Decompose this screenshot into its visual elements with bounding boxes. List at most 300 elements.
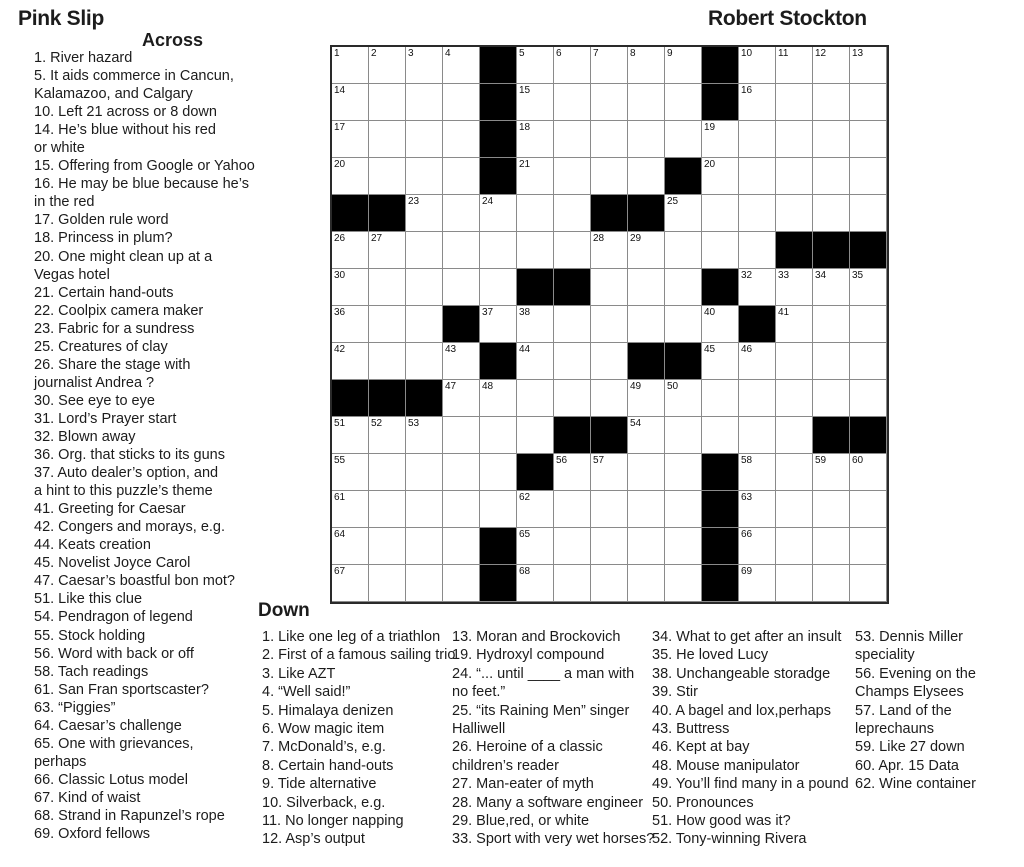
black-cell: [480, 565, 517, 602]
cell-number: 69: [741, 566, 753, 577]
grid-cell[interactable]: [554, 232, 591, 269]
grid-cell[interactable]: [850, 528, 887, 565]
clue-line: 23. Fabric for a sundress: [34, 320, 195, 337]
grid-cell[interactable]: [406, 528, 443, 565]
clue-line: 19. Hydroxyl compound: [452, 647, 605, 664]
grid-cell[interactable]: [665, 232, 702, 269]
black-cell: [369, 195, 406, 232]
grid-cell[interactable]: [813, 158, 850, 195]
cell-number: 18: [519, 122, 531, 133]
grid-cell[interactable]: [739, 565, 776, 602]
grid-cell[interactable]: [332, 565, 369, 602]
grid-cell[interactable]: [480, 491, 517, 528]
grid-cell[interactable]: [406, 343, 443, 380]
grid-cell[interactable]: [850, 269, 887, 306]
grid-cell[interactable]: [369, 84, 406, 121]
grid-cell[interactable]: [813, 306, 850, 343]
cell-number: 38: [519, 307, 531, 318]
grid-cell[interactable]: [517, 84, 554, 121]
clue-line: Vegas hotel: [34, 266, 110, 283]
cell-number: 57: [593, 455, 605, 466]
across-clue-list: [34, 49, 255, 843]
cell-number: 13: [852, 48, 864, 59]
clue-line: Halliwell: [452, 721, 506, 738]
cell-number: 27: [371, 233, 383, 244]
cell-number: 48: [482, 381, 494, 392]
grid-cell[interactable]: [554, 454, 591, 491]
grid-cell[interactable]: [813, 380, 850, 417]
grid-cell[interactable]: [591, 269, 628, 306]
cell-number: 32: [741, 270, 753, 281]
clue-line: 25. “its Raining Men” singer: [452, 702, 630, 719]
clue-line: 10. Silverback, e.g.: [262, 794, 386, 811]
grid-cell[interactable]: [665, 565, 702, 602]
grid-cell[interactable]: [776, 491, 813, 528]
black-cell: [776, 232, 813, 269]
grid-cell[interactable]: [369, 417, 406, 454]
grid-cell[interactable]: [480, 195, 517, 232]
cell-number: 54: [630, 418, 642, 429]
grid-cell[interactable]: [628, 565, 665, 602]
cell-number: 59: [815, 455, 827, 466]
cell-number: 2: [371, 48, 377, 59]
grid-cell[interactable]: [628, 232, 665, 269]
clue-line: 41. Greeting for Caesar: [34, 501, 186, 518]
grid-cell[interactable]: [776, 306, 813, 343]
down-clue-column-4: [855, 628, 976, 794]
grid-cell[interactable]: [517, 343, 554, 380]
grid-cell[interactable]: [369, 269, 406, 306]
grid-cell[interactable]: [443, 269, 480, 306]
grid-cell[interactable]: [591, 491, 628, 528]
cell-number: 53: [408, 418, 420, 429]
grid-cell[interactable]: [776, 269, 813, 306]
grid-cell[interactable]: [739, 84, 776, 121]
grid-cell[interactable]: [517, 306, 554, 343]
grid-cell[interactable]: [739, 47, 776, 84]
grid-cell[interactable]: [665, 47, 702, 84]
grid-cell[interactable]: [591, 380, 628, 417]
grid-cell[interactable]: [776, 343, 813, 380]
grid-cell[interactable]: [332, 306, 369, 343]
grid-cell[interactable]: [369, 232, 406, 269]
cell-number: 19: [704, 122, 716, 133]
black-cell: [702, 491, 739, 528]
grid-cell[interactable]: [628, 306, 665, 343]
clue-line: in the red: [34, 194, 95, 211]
clue-line: 33. Sport with very wet horses?: [452, 831, 655, 848]
grid-cell[interactable]: [665, 121, 702, 158]
cell-number: 25: [667, 196, 679, 207]
clue-line: 20. One might clean up at a: [34, 248, 213, 265]
grid-cell[interactable]: [517, 158, 554, 195]
grid-cell[interactable]: [739, 269, 776, 306]
grid-cell[interactable]: [813, 454, 850, 491]
grid-cell[interactable]: [480, 380, 517, 417]
grid-cell[interactable]: [406, 565, 443, 602]
clue-line: 1. River hazard: [34, 50, 133, 66]
grid-cell[interactable]: [702, 417, 739, 454]
grid-cell[interactable]: [517, 528, 554, 565]
grid-cell[interactable]: [739, 454, 776, 491]
clue-line: 3. Like AZT: [262, 665, 336, 682]
clue-line: 63. “Piggies”: [34, 699, 116, 716]
grid-cell[interactable]: [591, 454, 628, 491]
clue-line: 56. Evening on the: [855, 665, 976, 682]
grid-cell[interactable]: [813, 565, 850, 602]
cell-number: 36: [334, 307, 346, 318]
black-cell: [517, 454, 554, 491]
grid-cell[interactable]: [702, 232, 739, 269]
grid-cell[interactable]: [850, 84, 887, 121]
clue-line: 52. Tony-winning Rivera: [652, 831, 807, 848]
cell-number: 29: [630, 233, 642, 244]
grid-cell[interactable]: [776, 528, 813, 565]
grid-cell[interactable]: [406, 84, 443, 121]
clue-line: 13. Moran and Brockovich: [452, 629, 621, 645]
grid-cell[interactable]: [776, 195, 813, 232]
grid-cell[interactable]: [813, 121, 850, 158]
cell-number: 68: [519, 566, 531, 577]
cell-number: 45: [704, 344, 716, 355]
grid-cell[interactable]: [813, 343, 850, 380]
grid-cell[interactable]: [369, 158, 406, 195]
grid-cell[interactable]: [406, 269, 443, 306]
grid-cell[interactable]: [517, 565, 554, 602]
grid-cell[interactable]: [443, 121, 480, 158]
black-cell: [406, 380, 443, 417]
grid-cell[interactable]: [332, 232, 369, 269]
grid-cell[interactable]: [850, 306, 887, 343]
grid-cell[interactable]: [776, 84, 813, 121]
clue-line: journalist Andrea ?: [34, 374, 155, 391]
grid-cell[interactable]: [480, 269, 517, 306]
grid-cell[interactable]: [554, 47, 591, 84]
clue-line: 55. Stock holding: [34, 627, 146, 644]
grid-cell[interactable]: [517, 195, 554, 232]
grid-cell[interactable]: [369, 565, 406, 602]
cell-number: 51: [334, 418, 346, 429]
grid-cell[interactable]: [443, 158, 480, 195]
cell-number: 9: [667, 48, 673, 59]
black-cell: [702, 565, 739, 602]
grid-cell[interactable]: [776, 158, 813, 195]
cell-number: 62: [519, 492, 531, 503]
grid-cell[interactable]: [332, 454, 369, 491]
clue-line: 44. Keats creation: [34, 537, 151, 554]
cell-number: 52: [371, 418, 383, 429]
grid-cell[interactable]: [813, 84, 850, 121]
grid-cell[interactable]: [776, 565, 813, 602]
grid-cell[interactable]: [369, 47, 406, 84]
grid-cell[interactable]: [628, 158, 665, 195]
cell-number: 37: [482, 307, 494, 318]
clue-line: 12. Asp’s output: [262, 831, 365, 848]
grid-cell[interactable]: [406, 158, 443, 195]
cell-number: 46: [741, 344, 753, 355]
grid-cell[interactable]: [554, 491, 591, 528]
grid-cell[interactable]: [813, 528, 850, 565]
clue-line: 59. Like 27 down: [855, 739, 965, 756]
grid-cell[interactable]: [702, 343, 739, 380]
clue-line: 26. Heroine of a classic: [452, 739, 603, 756]
grid-cell[interactable]: [628, 417, 665, 454]
grid-cell[interactable]: [369, 343, 406, 380]
grid-cell[interactable]: [665, 491, 702, 528]
grid-cell[interactable]: [739, 343, 776, 380]
grid-cell[interactable]: [554, 158, 591, 195]
grid-cell[interactable]: [739, 491, 776, 528]
grid-cell[interactable]: [591, 47, 628, 84]
cell-number: 65: [519, 529, 531, 540]
grid-cell[interactable]: [443, 232, 480, 269]
grid-cell[interactable]: [443, 528, 480, 565]
grid-cell[interactable]: [702, 158, 739, 195]
grid-cell[interactable]: [332, 343, 369, 380]
clue-line: 69. Oxford fellows: [34, 826, 151, 843]
cell-number: 5: [519, 48, 525, 59]
black-cell: [628, 343, 665, 380]
cell-number: 49: [630, 381, 642, 392]
cell-number: 43: [445, 344, 457, 355]
grid-cell[interactable]: [850, 454, 887, 491]
clue-line: 6. Wow magic item: [262, 721, 385, 738]
grid-cell[interactable]: [517, 232, 554, 269]
grid-cell[interactable]: [665, 306, 702, 343]
grid-cell[interactable]: [776, 47, 813, 84]
clue-line: 4. “Well said!”: [262, 684, 351, 701]
grid-cell[interactable]: [332, 121, 369, 158]
grid-cell[interactable]: [591, 84, 628, 121]
grid-cell[interactable]: [739, 417, 776, 454]
grid-cell[interactable]: [850, 343, 887, 380]
clue-line: a hint to this puzzle’s theme: [34, 483, 213, 500]
grid-cell[interactable]: [406, 454, 443, 491]
grid-cell[interactable]: [480, 232, 517, 269]
clue-line: 50. Pronounces: [652, 794, 754, 811]
cell-number: 10: [741, 48, 753, 59]
black-cell: [665, 158, 702, 195]
clue-line: 28. Many a software engineer: [452, 794, 644, 811]
black-cell: [369, 380, 406, 417]
grid-cell[interactable]: [665, 195, 702, 232]
grid-cell[interactable]: [628, 269, 665, 306]
grid-cell[interactable]: [554, 84, 591, 121]
grid-cell[interactable]: [406, 195, 443, 232]
grid-cell[interactable]: [850, 565, 887, 602]
grid-cell[interactable]: [591, 306, 628, 343]
cell-number: 34: [815, 270, 827, 281]
grid-cell[interactable]: [332, 84, 369, 121]
grid-cell[interactable]: [628, 380, 665, 417]
grid-cell[interactable]: [369, 121, 406, 158]
black-cell: [480, 84, 517, 121]
grid-cell[interactable]: [813, 491, 850, 528]
cell-number: 20: [334, 159, 346, 170]
grid-cell[interactable]: [628, 491, 665, 528]
grid-cell[interactable]: [665, 84, 702, 121]
grid-cell[interactable]: [406, 306, 443, 343]
cell-number: 30: [334, 270, 346, 281]
clue-line: 31. Lord’s Prayer start: [34, 410, 177, 427]
grid-cell[interactable]: [554, 528, 591, 565]
grid-cell[interactable]: [850, 195, 887, 232]
clue-line: 7. McDonald’s, e.g.: [262, 739, 386, 756]
grid-cell[interactable]: [591, 565, 628, 602]
grid-cell[interactable]: [591, 121, 628, 158]
clue-line: speciality: [855, 647, 915, 664]
grid-cell[interactable]: [406, 121, 443, 158]
black-cell: [702, 269, 739, 306]
grid-cell[interactable]: [813, 269, 850, 306]
clue-line: 9. Tide alternative: [262, 776, 377, 793]
grid-cell[interactable]: [665, 454, 702, 491]
clue-line: 65. One with grievances,: [34, 735, 194, 752]
grid-cell[interactable]: [554, 121, 591, 158]
grid-cell[interactable]: [406, 491, 443, 528]
grid-cell[interactable]: [517, 121, 554, 158]
grid-cell[interactable]: [591, 232, 628, 269]
grid-cell[interactable]: [332, 158, 369, 195]
grid-cell[interactable]: [406, 232, 443, 269]
grid-cell[interactable]: [443, 195, 480, 232]
grid-cell[interactable]: [443, 47, 480, 84]
grid-cell[interactable]: [443, 84, 480, 121]
grid-cell[interactable]: [591, 158, 628, 195]
grid-cell[interactable]: [332, 269, 369, 306]
grid-cell[interactable]: [480, 417, 517, 454]
grid-cell[interactable]: [554, 343, 591, 380]
black-cell: [850, 417, 887, 454]
black-cell: [702, 47, 739, 84]
grid-cell[interactable]: [776, 417, 813, 454]
grid-cell[interactable]: [369, 528, 406, 565]
cell-number: 4: [445, 48, 451, 59]
clue-line: 37. Auto dealer’s option, and: [34, 465, 219, 482]
grid-cell[interactable]: [665, 380, 702, 417]
grid-cell[interactable]: [517, 417, 554, 454]
grid-cell[interactable]: [702, 195, 739, 232]
clue-line: 32. Blown away: [34, 428, 136, 445]
grid-cell[interactable]: [591, 528, 628, 565]
grid-cell[interactable]: [739, 232, 776, 269]
grid-cell[interactable]: [776, 454, 813, 491]
clue-line: 51. Like this clue: [34, 591, 143, 608]
grid-cell[interactable]: [739, 195, 776, 232]
grid-cell[interactable]: [628, 47, 665, 84]
grid-cell[interactable]: [739, 380, 776, 417]
grid-cell[interactable]: [554, 565, 591, 602]
grid-cell[interactable]: [332, 417, 369, 454]
clue-line: 51. How good was it?: [652, 813, 791, 830]
clue-line: 39. Stir: [652, 684, 698, 701]
cell-number: 33: [778, 270, 790, 281]
grid-cell[interactable]: [480, 306, 517, 343]
clue-line: 46. Kept at bay: [652, 739, 750, 756]
grid-cell[interactable]: [443, 417, 480, 454]
cell-number: 16: [741, 85, 753, 96]
grid-cell[interactable]: [369, 491, 406, 528]
grid-cell[interactable]: [813, 47, 850, 84]
down-clue-column-2: [452, 628, 654, 849]
grid-cell[interactable]: [628, 84, 665, 121]
grid-cell[interactable]: [850, 121, 887, 158]
grid-cell[interactable]: [628, 121, 665, 158]
grid-cell[interactable]: [443, 454, 480, 491]
black-cell: [702, 528, 739, 565]
grid-cell[interactable]: [702, 306, 739, 343]
grid-cell[interactable]: [850, 47, 887, 84]
grid-cell[interactable]: [702, 380, 739, 417]
grid-cell[interactable]: [702, 121, 739, 158]
cell-number: 50: [667, 381, 679, 392]
clue-line: 8. Certain hand-outs: [262, 757, 394, 774]
clue-line: 10. Left 21 across or 8 down: [34, 104, 217, 121]
grid-cell[interactable]: [480, 454, 517, 491]
clue-line: or white: [34, 140, 85, 157]
clue-line: 30. See eye to eye: [34, 392, 155, 409]
grid-cell[interactable]: [776, 121, 813, 158]
grid-cell[interactable]: [332, 491, 369, 528]
grid-cell[interactable]: [369, 454, 406, 491]
grid-cell[interactable]: [591, 343, 628, 380]
cell-number: 12: [815, 48, 827, 59]
clue-line: 1. Like one leg of a triathlon: [262, 629, 441, 645]
grid-cell[interactable]: [739, 528, 776, 565]
grid-cell[interactable]: [665, 417, 702, 454]
grid-cell[interactable]: [628, 454, 665, 491]
cell-number: 21: [519, 159, 531, 170]
grid-cell[interactable]: [406, 417, 443, 454]
grid-cell[interactable]: [739, 121, 776, 158]
grid-cell[interactable]: [517, 47, 554, 84]
grid-cell[interactable]: [443, 491, 480, 528]
grid-cell[interactable]: [776, 380, 813, 417]
clue-line: 53. Dennis Miller: [855, 629, 963, 645]
grid-cell[interactable]: [665, 269, 702, 306]
grid-cell[interactable]: [332, 47, 369, 84]
black-cell: [628, 195, 665, 232]
grid-cell[interactable]: [517, 380, 554, 417]
grid-cell[interactable]: [665, 528, 702, 565]
grid-cell[interactable]: [554, 306, 591, 343]
clue-line: 64. Caesar’s challenge: [34, 717, 182, 734]
down-clue-column-3: [652, 628, 849, 849]
clue-line: 35. He loved Lucy: [652, 647, 769, 664]
grid-cell[interactable]: [443, 343, 480, 380]
grid-cell[interactable]: [517, 491, 554, 528]
grid-cell[interactable]: [739, 158, 776, 195]
grid-cell[interactable]: [554, 380, 591, 417]
grid-cell[interactable]: [850, 380, 887, 417]
grid-cell[interactable]: [443, 565, 480, 602]
grid-cell[interactable]: [554, 195, 591, 232]
grid-cell[interactable]: [332, 528, 369, 565]
grid-cell[interactable]: [628, 528, 665, 565]
grid-cell[interactable]: [813, 195, 850, 232]
grid-cell[interactable]: [369, 306, 406, 343]
cell-number: 47: [445, 381, 457, 392]
grid-cell[interactable]: [850, 491, 887, 528]
black-cell: [517, 269, 554, 306]
grid-cell[interactable]: [443, 380, 480, 417]
cell-number: 26: [334, 233, 346, 244]
clue-line: 17. Golden rule word: [34, 212, 169, 229]
grid-cell[interactable]: [406, 47, 443, 84]
grid-cell[interactable]: [850, 158, 887, 195]
clue-line: 22. Coolpix camera maker: [34, 302, 204, 319]
clue-line: 58. Tach readings: [34, 663, 149, 680]
